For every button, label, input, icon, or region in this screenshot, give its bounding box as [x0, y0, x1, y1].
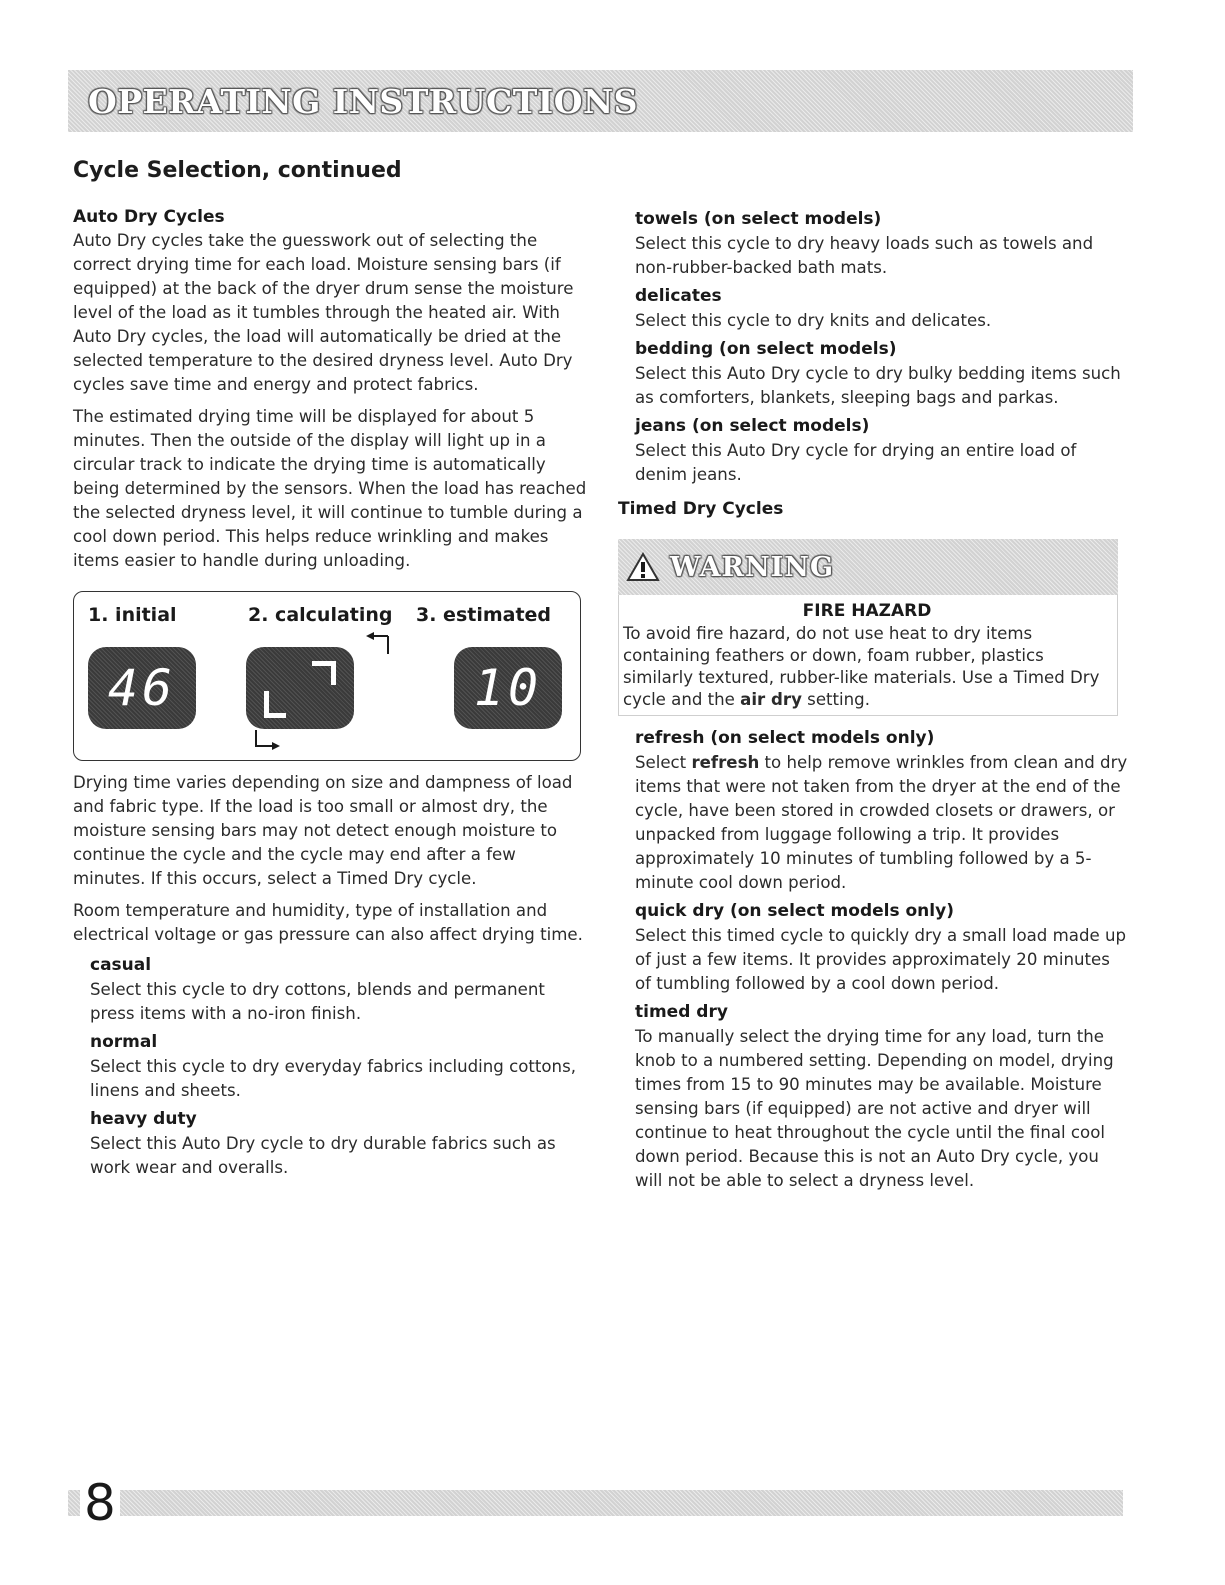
figure-label-calculating: 2. calculating: [248, 604, 393, 626]
auto-dry-heading: Auto Dry Cycles: [73, 207, 225, 227]
cycle-delicates-name: delicates: [635, 286, 722, 306]
timed-dry-heading: Timed Dry Cycles: [618, 499, 784, 519]
display-sequence-figure: [73, 591, 581, 761]
cycle-casual-desc: Select this cycle to dry cottons, blends and permanent press items with a no-iron finish.: [90, 980, 545, 1023]
cycle-normal-name: normal: [90, 1032, 158, 1052]
warning-text-part: To avoid fire hazard, do not use heat to dry items containing feathers or down, foam rubber, plastics similarly textured, rubber-like materials. Use a Timed Dry cycle and the: [623, 624, 1100, 709]
warning-text: [623, 623, 1111, 711]
cycle-heavy-duty-name: heavy duty: [90, 1109, 197, 1129]
cycle-timed-dry-name: timed dry: [635, 1002, 728, 1022]
header-band: [68, 70, 1133, 132]
warning-text-bold: air dry: [740, 690, 802, 709]
display-estimated-digits: 10: [473, 659, 543, 717]
warning-triangle-icon: [626, 552, 660, 582]
track-arrow-top-icon: [360, 632, 400, 662]
cycle-delicates-desc: Select this cycle to dry knits and delicates.: [635, 311, 992, 330]
cycle-bedding-desc: Select this Auto Dry cycle to dry bulky bedding items such as comforters, blankets, sleeping bags and parkas.: [635, 364, 1121, 407]
cycle-normal-desc: Select this cycle to dry everyday fabrics including cottons, linens and sheets.: [90, 1057, 576, 1100]
track-arrow-bottom-icon: [250, 728, 290, 758]
drying-paragraph-1: Drying time varies depending on size and dampness of load and fabric type. If the load is too small or almost dry, the moisture sensing bars may not detect enough moisture to continue the cycle and the cycle may end after a few minutes. If this occurs, select a Timed Dry cycle.: [73, 773, 573, 888]
footer-band: [68, 1490, 1123, 1516]
display-calculating: [246, 647, 354, 729]
cycle-towels-desc: Select this cycle to dry heavy loads such as towels and non-rubber-backed bath mats.: [635, 234, 1094, 277]
calculating-segments-icon: [246, 647, 354, 729]
cycle-quick-dry-name: quick dry (on select models only): [635, 901, 954, 921]
display-initial: [88, 647, 196, 729]
warning-box: [618, 539, 1118, 716]
warning-body: [618, 595, 1118, 716]
auto-dry-paragraph-1: Auto Dry cycles take the guesswork out of selecting the correct drying time for each load. Moisture sensing bars (if equipped) at the back of the dryer drum sense the moisture level of the load as it tumbles through the heated air. With Auto Dry cycles, the load will automatically be dried at the selected temperature to the desired dryness level. Auto Dry cycles save time and energy and protect fabrics.: [73, 231, 574, 394]
right-column: [618, 207, 1128, 1197]
cycle-casual-name: casual: [90, 955, 152, 975]
figure-label-initial: 1. initial: [88, 604, 177, 626]
right-cycle-list-bottom: [618, 726, 1128, 1193]
refresh-desc-start: Select: [635, 753, 692, 772]
page-header-title: OPERATING INSTRUCTIONS: [88, 81, 638, 121]
left-cycle-list: [73, 953, 588, 1180]
cycle-refresh-name: refresh (on select models only): [635, 728, 935, 748]
cycle-refresh-desc: [635, 751, 1128, 895]
left-column: [73, 205, 588, 1184]
display-estimated: [454, 647, 562, 729]
cycle-jeans-desc: Select this Auto Dry cycle for drying an entire load of denim jeans.: [635, 441, 1077, 484]
figure-label-estimated: 3. estimated: [416, 604, 552, 626]
page-number: 8: [80, 1473, 120, 1533]
warning-word: WARNING: [670, 551, 835, 583]
display-initial-digits: 46: [107, 659, 177, 717]
right-cycle-list-top: [618, 207, 1128, 487]
fire-hazard-title: FIRE HAZARD: [802, 601, 932, 621]
cycle-timed-dry-desc: To manually select the drying time for any load, turn the knob to a numbered setting. Depending on model, drying times from 15 to 90 minutes may be available. Moisture sensing bars (if equipped) are not active and dryer will continue to heat throughout the cycle until the final cool down period. Because this is not an Auto Dry cycle, you will not be able to select a dryness level.: [635, 1027, 1114, 1190]
refresh-desc-bold: refresh: [691, 753, 760, 772]
cycle-heavy-duty-desc: Select this Auto Dry cycle to dry durable fabrics such as work wear and overalls.: [90, 1134, 556, 1177]
warning-header: [618, 539, 1118, 595]
cycle-bedding-name: bedding (on select models): [635, 339, 897, 359]
warning-text-end: setting.: [801, 690, 870, 709]
cycle-jeans-name: jeans (on select models): [635, 416, 870, 436]
refresh-desc-end: to help remove wrinkles from clean and dry items that were not taken from the dryer at the end of the cycle, have been stored in crowded closets or drawers, or unpacked from luggage following a trip. It provides approximately 10 minutes of tumbling followed by a 5-minute cool down period.: [635, 753, 1128, 892]
section-title: Cycle Selection, continued: [73, 158, 402, 183]
cycle-towels-name: towels (on select models): [635, 209, 882, 229]
auto-dry-paragraph-2: The estimated drying time will be displayed for about 5 minutes. Then the outside of the display will light up in a circular track to indicate the drying time is automatically being determined by the sensors. When the load has reached the selected dryness level, it will continue to tumble during a cool down period. This helps reduce wrinkling and makes items easier to handle during unloading.: [73, 407, 587, 570]
cycle-quick-dry-desc: Select this timed cycle to quickly dry a small load made up of just a few items. It provides approximately 20 minutes of tumbling followed by a cool down period.: [635, 926, 1127, 993]
drying-paragraph-2: Room temperature and humidity, type of installation and electrical voltage or gas pressure can also affect drying time.: [73, 901, 583, 944]
